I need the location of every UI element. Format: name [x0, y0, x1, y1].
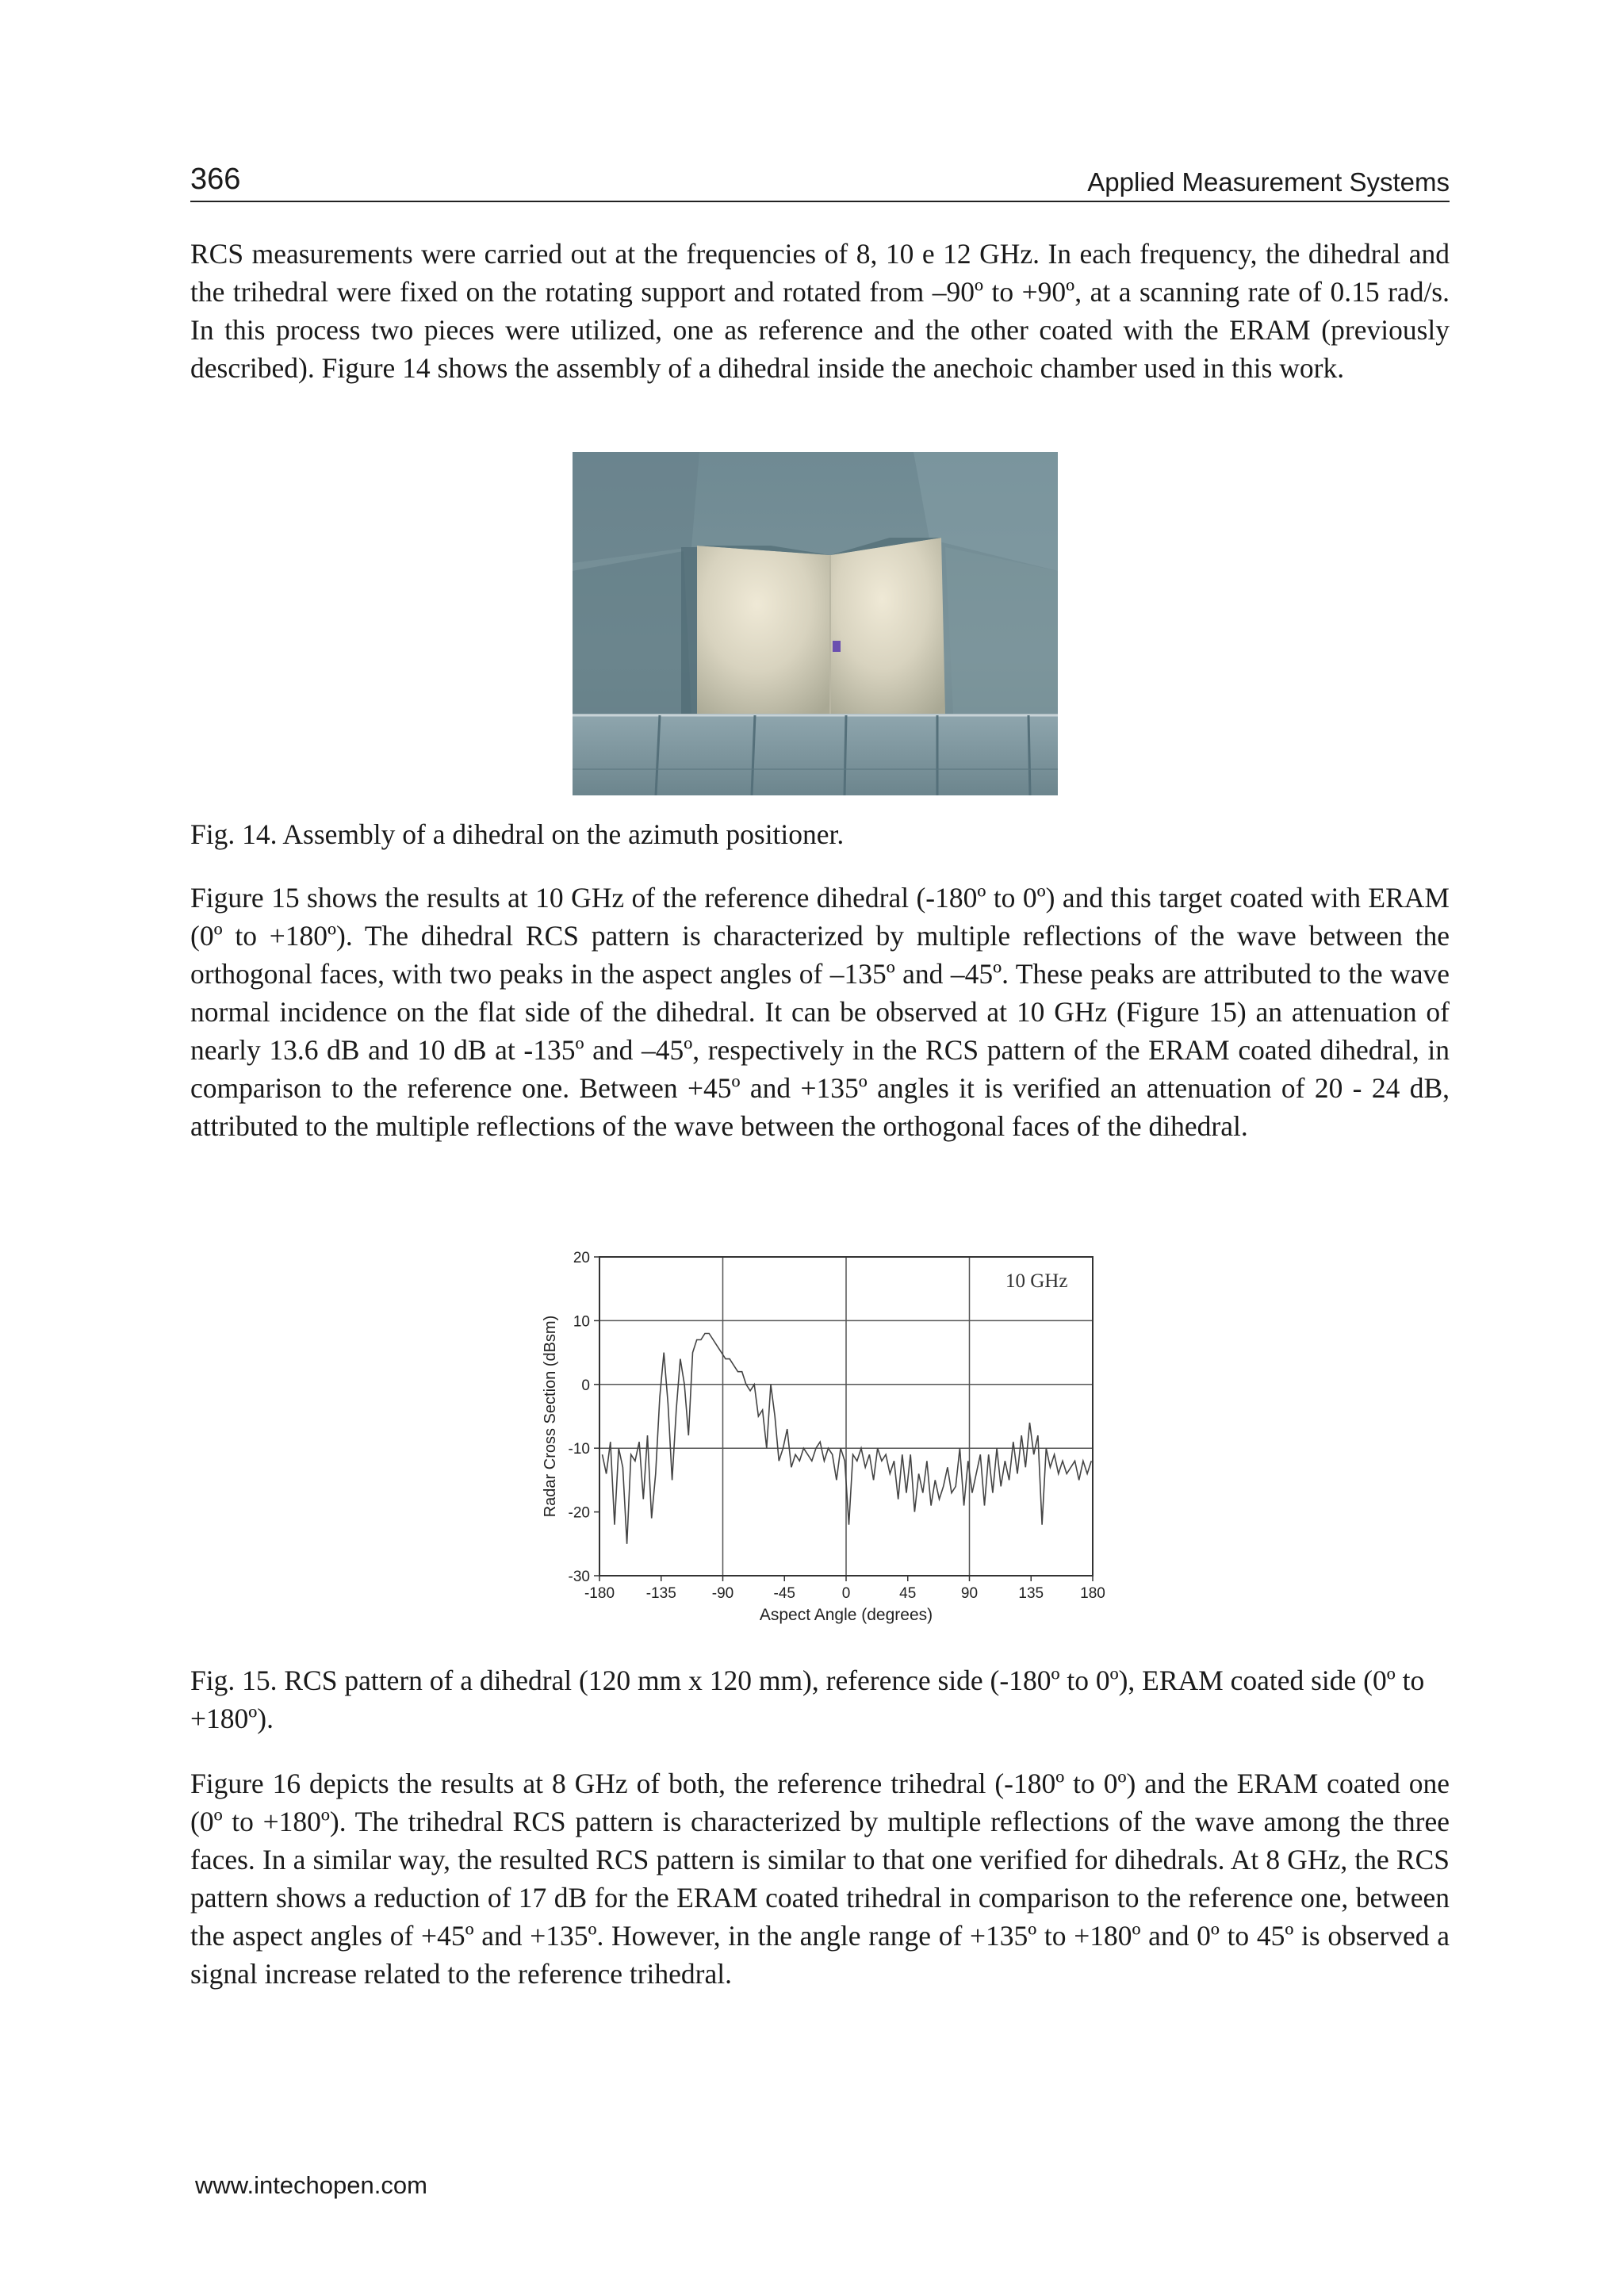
- fig14-caption: Fig. 14. Assembly of a dihedral on the azimuth positioner.: [190, 818, 845, 850]
- y-tick-label: -20: [568, 1504, 590, 1522]
- rcs-chart: [523, 1241, 1110, 1638]
- dihedral-photo-image: [573, 452, 1058, 795]
- x-tick-label: 180: [1080, 1585, 1105, 1602]
- rcs-series-line: [603, 1334, 1092, 1544]
- x-tick-label: 90: [960, 1585, 979, 1602]
- y-tick-label: -30: [568, 1569, 590, 1585]
- y-tick-label: 20: [573, 1250, 590, 1266]
- x-tick-label: -135: [645, 1585, 676, 1602]
- chart-grid: [599, 1257, 1093, 1576]
- running-title: Applied Measurement Systems: [1087, 167, 1450, 197]
- y-tick-label: -10: [568, 1441, 590, 1458]
- x-tick-label: 45: [899, 1585, 917, 1602]
- x-tick-label: -45: [773, 1585, 795, 1602]
- fig15-caption: Fig. 15. RCS pattern of a dihedral (120 mm x 120 mm), reference side (-180º to 0º), ERAM coated side (0º to +180º).: [190, 1665, 1425, 1734]
- x-tick-label: 0: [841, 1585, 851, 1602]
- y-axis-label: Radar Cross Section (dBsm): [542, 1315, 559, 1518]
- y-tick-label: 10: [573, 1313, 590, 1331]
- paragraph-1: RCS measurements were carried out at the frequencies of 8, 10 e 12 GHz. In each frequency, the dihedral and the trihedral were fixed on the rotating support and rotated from –90º to +90º, at a scanning rate of 0.15 rad/s. In this process two pieces were utilized, one as reference and the other coated with the ERAM (previously described). Figure 14 shows the assembly of a dihedral inside the anechoic chamber used in this work.: [190, 238, 1450, 384]
- chart-ticks: [569, 1250, 1105, 1602]
- x-tick-label: -180: [584, 1585, 615, 1602]
- chart-series: [603, 1334, 1092, 1544]
- page-number: 366: [190, 163, 241, 196]
- paragraph-3: Figure 16 depicts the results at 8 GHz of both, the reference trihedral (-180º to 0º) and the ERAM coated one (0º to +180º). The trihedral RCS pattern is characterized by multiple reflections of the wave among the three faces. In a similar way, the resulted RCS pattern is similar to that one verified for dihedrals. At 8 GHz, the RCS pattern shows a reduction of 17 dB for the ERAM coated trihedral in comparison to the reference one, between the aspect angles of +45º and +135º. However, in the angle range of +135º to +180º and 0º to 45º is observed a signal increase related to the reference trihedral.: [190, 1768, 1450, 1990]
- chart-annotation: 10 GHz: [1005, 1270, 1068, 1292]
- dihedral-photo: [573, 452, 1058, 795]
- x-tick-label: 135: [1018, 1585, 1044, 1602]
- y-tick-label: 0: [581, 1377, 590, 1394]
- paragraph-2: Figure 15 shows the results at 10 GHz of the reference dihedral (-180º to 0º) and this target coated with ERAM (0º to +180º). The dihedral RCS pattern is characterized by multiple reflections of the wave between the orthogonal faces, with two peaks in the aspect angles of –135º and –45º. These peaks are attributed to the wave normal incidence on the flat side of the dihedral. It can be observed at 10 GHz (Figure 15) an attenuation of nearly 13.6 dB and 10 dB at -135º and –45º, respectively in the RCS pattern of the ERAM coated dihedral, in comparison to the reference one. Between +45º and +135º angles it is verified an attenuation of 20 - 24 dB, attributed to the multiple reflections of the wave between the orthogonal faces of the dihedral.: [190, 882, 1450, 1142]
- footer-url: www.intechopen.com: [195, 2171, 427, 2199]
- x-tick-label: -90: [711, 1585, 734, 1602]
- page-header: [190, 163, 1450, 202]
- x-axis-label: Aspect Angle (degrees): [759, 1606, 933, 1624]
